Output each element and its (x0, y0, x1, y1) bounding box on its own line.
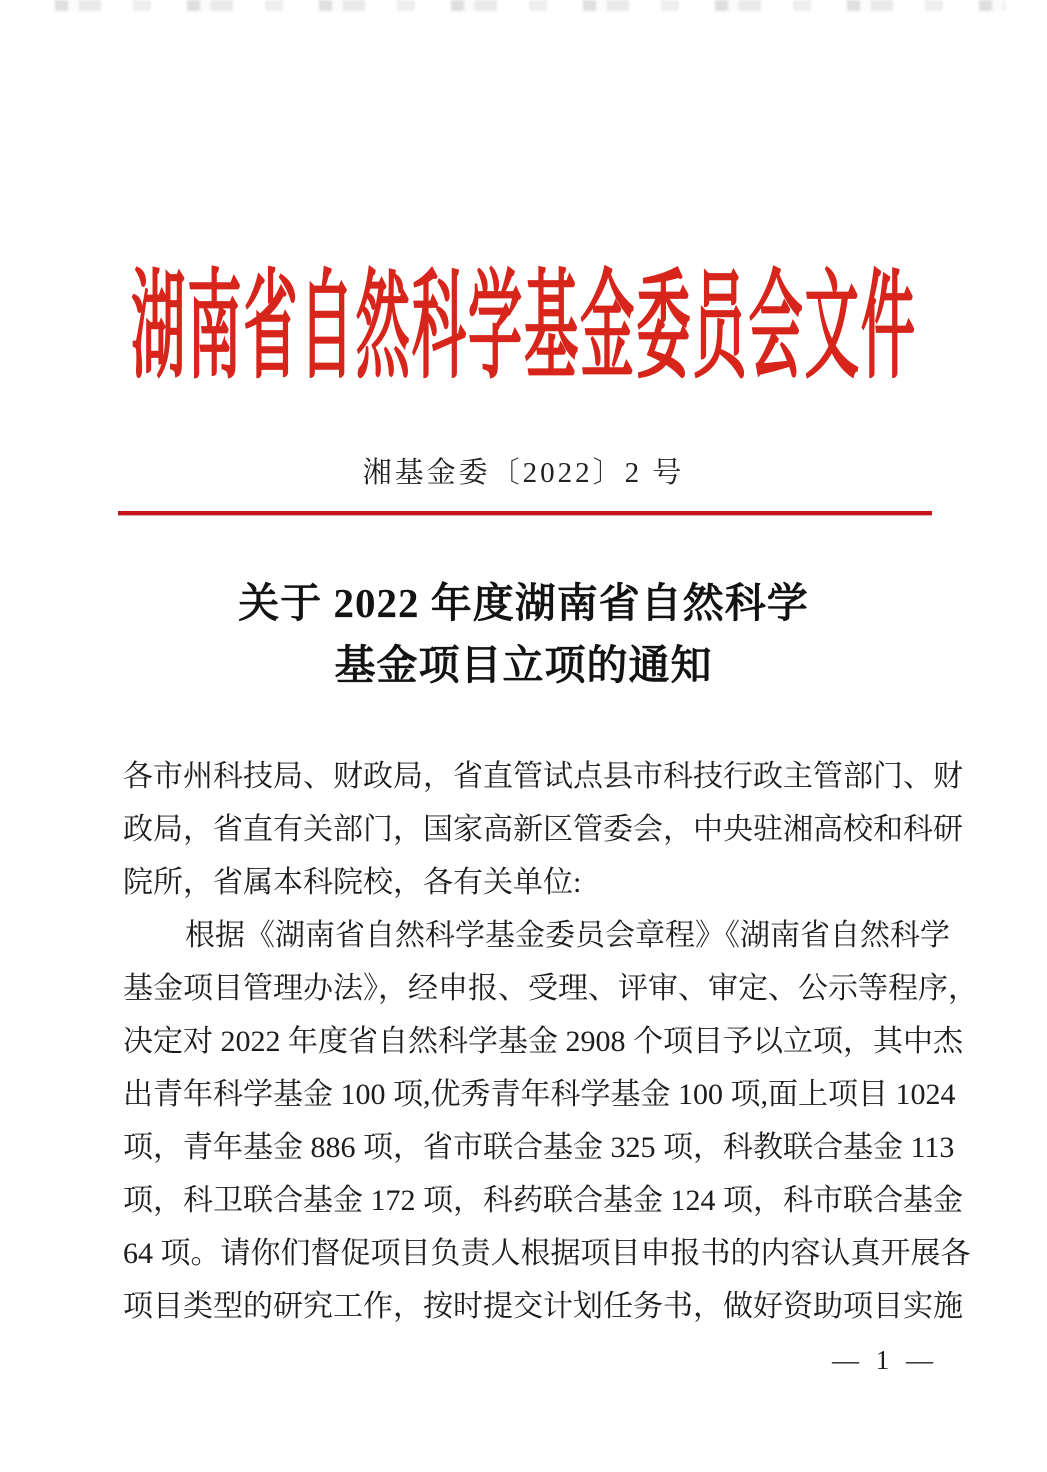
body-line: 项，科卫联合基金 172 项，科药联合基金 124 项，科市联合基金 (123, 1184, 963, 1217)
red-divider-line (118, 511, 932, 515)
body-line: 项，青年基金 886 项，省市联合基金 325 项，科教联合基金 113 (123, 1131, 955, 1164)
body-line: 政局，省直有关部门，国家高新区管委会，中央驻湘高校和科研 (123, 813, 963, 846)
body-line: 根据《湖南省自然科学基金委员会章程》《湖南省自然科学 (185, 919, 950, 952)
notice-title (0, 572, 1047, 696)
scan-artifact-strip (55, 0, 1005, 11)
body-line: 64 项。请你们督促项目负责人根据项目申报书的内容认真开展各 (123, 1237, 971, 1270)
body-line: 决定对 2022 年度省自然科学基金 2908 个项目予以立项，其中杰 (123, 1025, 963, 1058)
document-number: 湘基金委〔2022〕2 号 (362, 457, 685, 489)
body-line: 院所，省属本科院校，各有关单位: (123, 866, 582, 899)
page-number: — 1 — (832, 1345, 938, 1375)
letterhead (0, 255, 1047, 400)
notice-title-line1: 关于 2022 年度湖南省自然科学 (238, 580, 809, 626)
notice-title-line2: 基金项目立项的通知 (334, 642, 713, 688)
body-line: 基金项目管理办法》，经申报、受理、评审、审定、公示等程序， (123, 972, 978, 1005)
body-line: 出青年科学基金 100 项,优秀青年科学基金 100 项,面上项目 1024 (123, 1078, 956, 1111)
body-line: 项目类型的研究工作，按时提交计划任务书，做好资助项目实施 (123, 1290, 963, 1323)
notice-body (123, 750, 978, 1333)
letterhead-title: 湖南省自然科学基金委员会文件 (130, 261, 917, 393)
body-line: 各市州科技局、财政局，省直管试点县市科技行政主管部门、财 (123, 760, 963, 793)
